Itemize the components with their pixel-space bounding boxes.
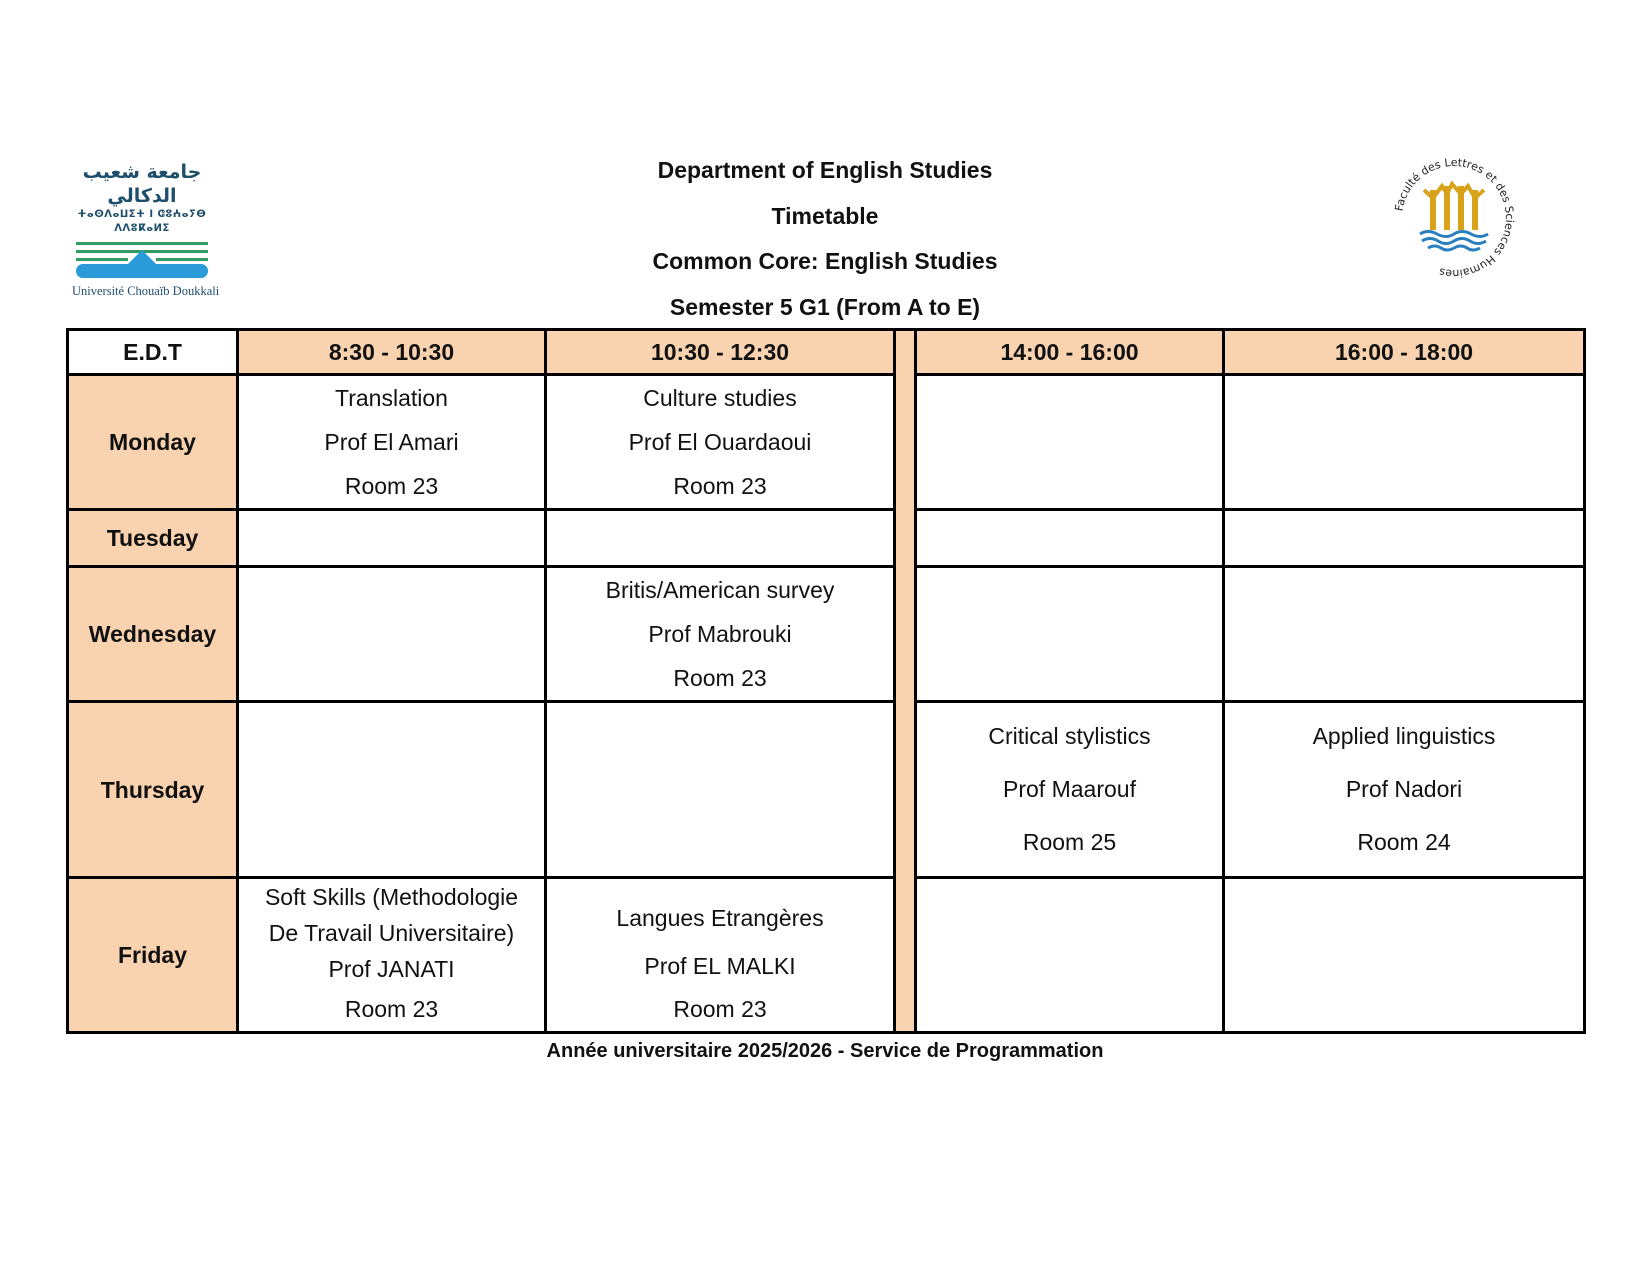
empty-cell (238, 702, 546, 878)
faculty-waves-icon (1420, 232, 1488, 251)
session-cell (238, 878, 546, 1033)
footer-note: Année universitaire 2025/2026 - Service de Programmation (546, 1040, 1104, 1062)
timetable-header-row (68, 330, 1585, 375)
table-row-monday (68, 375, 1585, 510)
logo-tifinagh-text: ⵜⴰⵙⴷⴰⵡⵉⵜ ⵏ ⵛⵓⵄⴰⵢⴱ ⴷⴷⵓⴽⴰⵍⵉ (77, 209, 207, 234)
session-cell (238, 375, 546, 510)
room-number: Room 23 (344, 473, 439, 499)
timetable (66, 328, 1586, 1034)
room-number: Room 23 (344, 996, 439, 1022)
empty-cell (916, 510, 1224, 567)
professor-name: Prof Nadori (1345, 776, 1463, 802)
faculty-seal-icon (1386, 150, 1522, 286)
session-cell (546, 878, 895, 1033)
empty-cell (546, 510, 895, 567)
faculty-logo (1386, 150, 1522, 286)
professor-name: Prof El Ouardaoui (628, 429, 812, 455)
logo-french-text: Université Chouaïb Doukkali (72, 284, 220, 298)
table-row-friday (68, 878, 1585, 1033)
empty-cell (238, 567, 546, 702)
empty-cell (238, 510, 546, 567)
professor-name: Prof El Amari (324, 429, 459, 455)
table-row-wednesday (68, 567, 1585, 702)
department-title: Department of English Studies (657, 157, 993, 183)
professor-name: Prof EL MALKI (644, 953, 796, 979)
room-number: Room 25 (1022, 829, 1117, 855)
room-number: Room 23 (673, 996, 767, 1022)
empty-cell (546, 702, 895, 878)
empty-cell (916, 567, 1224, 702)
program-title: Common Core: English Studies (652, 248, 998, 274)
course-name-line-2: De Travail Universitaire) (268, 920, 515, 946)
day-label: Thursday (68, 702, 238, 878)
course-name: Translation (335, 385, 448, 411)
course-name: Langues Etrangères (616, 905, 824, 931)
table-row-tuesday (68, 510, 1585, 567)
day-label: Monday (68, 375, 238, 510)
faculty-columns-icon (1424, 184, 1484, 230)
session-cell (916, 702, 1224, 878)
session-cell (546, 567, 895, 702)
course-name: Applied linguistics (1312, 723, 1496, 749)
course-name-line-1: Soft Skills (Methodologie (264, 884, 519, 910)
university-logo (72, 160, 220, 298)
day-label: Wednesday (68, 567, 238, 702)
empty-cell (916, 375, 1224, 510)
empty-cell (1224, 567, 1585, 702)
empty-cell (1224, 878, 1585, 1033)
course-name: Britis/American survey (605, 577, 835, 603)
session-cell (546, 375, 895, 510)
professor-name: Prof Maarouf (1003, 776, 1136, 802)
room-number: Room 24 (1357, 829, 1451, 855)
faculty-ring-text: Faculté des Lettres et des Sciences Humaines (1392, 155, 1517, 281)
empty-cell (916, 878, 1224, 1033)
table-row-thursday (68, 702, 1585, 878)
time-slot-header: 14:00 - 16:00 (916, 330, 1224, 375)
room-number: Room 23 (673, 473, 767, 499)
empty-cell (1224, 510, 1585, 567)
corner-label: E.D.T (68, 330, 238, 375)
lunch-break-separator (895, 330, 916, 1033)
professor-name: Prof JANATI (328, 956, 455, 982)
course-name: Critical stylistics (988, 723, 1151, 749)
semester-title: Semester 5 G1 (From A to E) (669, 293, 981, 320)
time-slot-header: 10:30 - 12:30 (546, 330, 895, 375)
professor-name: Prof Mabrouki (648, 621, 792, 647)
time-slot-header: 8:30 - 10:30 (238, 330, 546, 375)
day-label: Tuesday (68, 510, 238, 567)
room-number: Room 23 (673, 665, 767, 691)
day-label: Friday (68, 878, 238, 1033)
svg-text:Faculté des Lettres et des Sci (1392, 156, 1516, 280)
document-title: Timetable (771, 202, 879, 229)
session-cell (1224, 702, 1585, 878)
empty-cell (1224, 375, 1585, 510)
time-slot-header: 16:00 - 18:00 (1224, 330, 1585, 375)
course-name: Culture studies (643, 385, 797, 411)
logo-arabic-text: جامعة شعيب الدكالي (82, 161, 202, 207)
document-header (450, 148, 1200, 330)
logo-emblem-icon (76, 240, 208, 282)
